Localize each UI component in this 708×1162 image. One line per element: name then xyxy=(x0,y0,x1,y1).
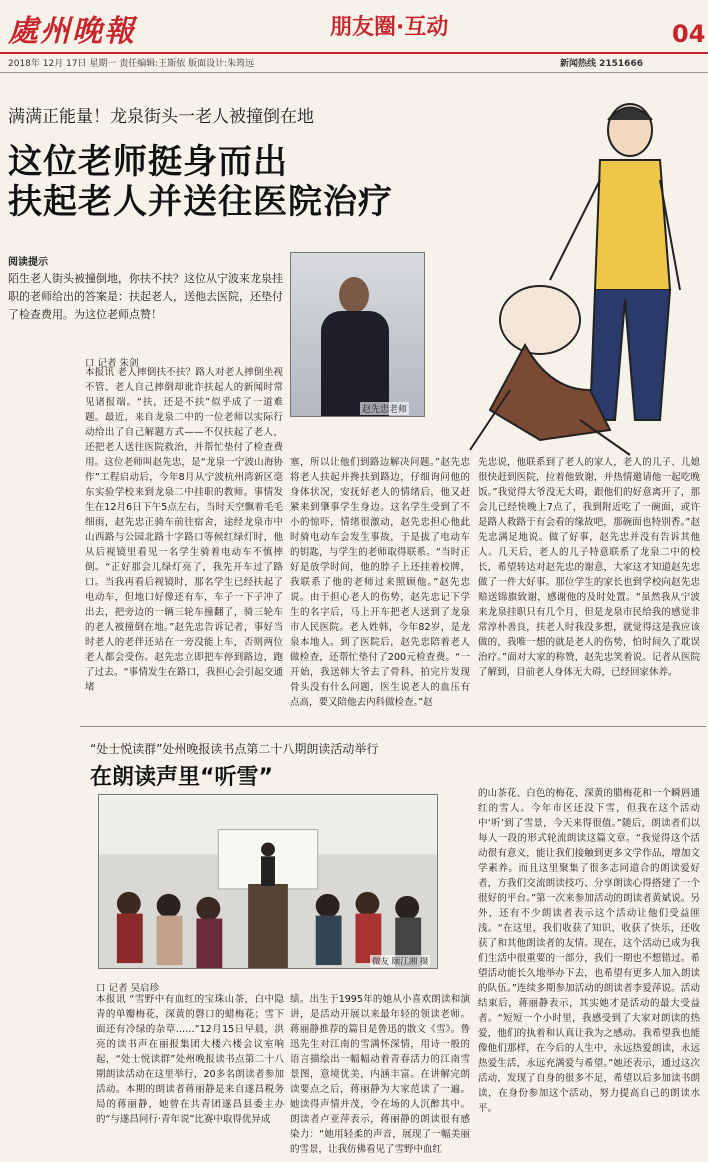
story1-kicker: 满满正能量！龙泉街头一老人被撞倒在地 xyxy=(8,107,314,127)
story1-summary: 陌生老人街头被撞倒地，你扶不扶？这位从宁波来龙泉挂职的老师给出的答案是：扶起老人，送他去医院，还垫付了检查费用。为这位老师点赞！ xyxy=(8,272,283,321)
teacher-photo xyxy=(290,252,425,417)
story1-column-2: 塞，所以让他们到路边解决问题。”赵先忠将老人扶起并搀扶到路边，仔细询问他的身体状况，安抚好老人的情绪后，他又赶紧来到肇事学生身边。这名学生受到了不小的惊吓，情绪很激动，赵先忠担心他此时骑电动车会发生事故，于是拔了电动车的钥匙，与学生的老师取得联系。“当时正好是放学时间，他的脖子上还挂着校牌，我联系了他的老师过来照顾他。”赵先忠说。由于担心老人的伤势，赵先忠记下学生的名字后，马上开车把老人送到了龙泉市人民医院。老人姓韩，今年82岁，是龙泉本地人。到了医院后，赵先忠陪着老人做检查，还帮忙垫付了200元检查费。“一开始，我送韩大爷去了骨科，拍完片发现骨头没有什么问题，医生说老人的血压有点高，要又陪他去内科做检查。”赵 xyxy=(290,457,470,708)
story1-column-1: 本报讯 老人摔倒扶不扶？路人对老人摔倒坐视不管、老人自己摔倒却讹诈扶起人的新闻时常见诸报端。“扶，还是不扶”似乎成了一道难题。最近，来自龙泉二中的一位老师以实际行动给出了自己解题方式——不仅扶起了老人，还把老人送往医院救治，并帮忙垫付了检查费用。这位老师叫赵先忠，是“龙泉一宁波山海协作”工程启动后，今年8月从宁波杭州湾新区毫东实验学校来到龙泉二中挂职的教师。事情发生在12月6日下午5点左右，当时天空飘着毛毛细雨，赵先忠正骑车前往宿舍，途经龙泉市中山西路与公园北路十字路口等候红绿灯时，他从后视镜里看见一名学生骑着电动车不慎摔倒。“正好那会儿绿灯亮了，我先开车过了路口。当我再看后视镜时，那名学生已经扶起了电动车，但地口好像还有车，车子一下子冲了出去，把旁边的一辆三轮车撞翻了，骑三轮车的老人被撞倒在地。”赵先忠告诉记者，事好当时老人的老伴还站在一旁没能上车，否则两位老人都会受伤。赵先忠立即把车停到路边，跑了过去。“事情发生在路口，我担心会引起交通堵 xyxy=(85,367,283,693)
page-number: 04 xyxy=(672,20,706,48)
teacher-head xyxy=(339,277,369,313)
story2-headline: 在朗读声里“听雪” xyxy=(90,765,273,790)
newspaper-logo: 處州晚報 xyxy=(8,14,136,49)
story-divider xyxy=(80,726,706,727)
story1-column-3: 先忠说，他联系到了老人的家人，老人的儿子、儿媳很快赶到医院，拉着他致谢，并热情邀请他一起吃晚饭。”我觉得大爷没无大碍，跟他们的好意离开了，那会儿已经快晚上7点了，我到附近吃了一碗面，或许是路人救路于有会看的缘故吧，那碗面也特别香。”赵先忠满足地说。做了好事，赵先忠并没有告诉其他人。几天后，老人的儿子特意联系了龙泉二中的校长，希望转达对赵先忠的谢意，大家这才知道赵先忠做了一件大好事。那位学生的家长也到学校向赵先忠赔送锦旗致谢，感谢他的及时处置。“虽然我从宁波来龙泉挂职只有几个月，但是龙泉市民给我的感觉非常淳朴善良，扶老人时我没多想，就觉得这是我应该做的，我唯一想的就是老人的伤势，怕时间久了耽误治疗。”面对大家的称赞，赵先忠笑着说。记者从医院了解到，目前老人身体无大碍，已经回家休养。 xyxy=(478,457,700,678)
issue-meta: 2018年 12月 17日 星期一 责任编辑:王斯依 版面设计:朱筠远 xyxy=(8,59,255,69)
story2-kicker: “处士悦读群”处州晚报读书点第二十八期朗读活动举行 xyxy=(90,742,379,756)
helping-elder-illustration xyxy=(430,90,708,470)
story1-headline-line1: 这位老师挺身而出 xyxy=(8,142,288,182)
teacher-photo-caption: 赵先忠老师 xyxy=(360,402,409,415)
story1-headline-line2: 扶起老人并送往医院治疗 xyxy=(8,182,393,222)
section-title: 朋友圈·互动 xyxy=(330,15,449,40)
story1-byline: 口 记者 朱剑 xyxy=(85,358,139,369)
summary-label: 阅读提示 xyxy=(8,257,48,268)
header-rule xyxy=(0,52,708,54)
reading-event-photo xyxy=(98,794,438,969)
reading-event-photo-caption: 微友 颐江湘 摄 xyxy=(372,957,429,967)
story2-column-2: 绩。出生于1995年的她从小喜欢朗读和演讲，是活动开展以来最年轻的领读老师。蒋丽静推荐的篇目是鲁迅的散文《雪》。鲁迅先生对江南的雪满怀深情，用诗一般的语言描绘出一幅幅动着青春活力的江南雪景图，意境优美，内涵丰富。在讲解完朗读要点之后，蒋丽静为大家范读了一遍。她读得声情并茂，令在场的人沉醉其中。朗读者卢亚萍表示，蒋丽静的朗读很有感染力：“她用轻柔的声音，展现了一幅美丽的雪景，让我仿佛看见了雪野中血红 xyxy=(290,994,470,1155)
news-hotline: 新闻热线 2151666 xyxy=(560,59,643,69)
story2-column-3: 的山茶花、白色的梅花、深黄的腊梅花和一个瞬唇通红的雪人。今年市区还没下雪，但我在这个活动中‘听’到了雪景，今天来得很值。”随后，朗读者们以每人一段的形式轮流朗读这篇文章。“我觉得这个活动很有意义，能让我们接触到更多文学作品，增加文学素养。而且这里聚集了很多志同道合的朗读爱好者，方我们交流朗读技巧、分享朗读心得搭建了一个很好的平台。”第一次来参加活动的朗读者黄斌说。另外，还有不少朗读者表示这个活动让他们受益匪浅。“在这里，我们收获了知识，收获了快乐，还收获了和其他朗读者的友情。现在，这个活动已成为我们生活中很重要的一部分，我们一期也不想错过。希望活动能长久地举办下去，也希望有更多人加入朗读的队伍。”连续多期参加活动的朗读者李爱萍说。活动结束后，蒋丽静表示，其实她才是活动的最大受益者。“短短一个小时里，我感受到了大家对朗读的热爱，他们的执着和认真让我为之感动。我希望我也能像他们那样，在今后的人生中，永远热爱朗读，永远热爱生活，永远充满爱与希望。”她还表示，通过这次活动，发现了自身的很多不足，希望以后多加读书朗读，在身份参加这个活动，努力提高自己的朗读水平。 xyxy=(478,788,700,1114)
story2-byline: 口 记者 吴启珍 xyxy=(96,983,160,994)
story2-column-1: 本报讯 “雪野中有血红的宝珠山茶，白中隐青的单瓣梅花，深黄的磬口的蜡梅花；雪下面还有冷绿的杂草……”12月15日早晨，洪亮的读书声在丽报集团大楼六楼会议室响起，“处士悦读群”处州晚报读书点第二十八期朗读活动在这里举行，20多名朗读者参加活动。本期的朗读者蒋丽静是来自遂昌税务局的蒋丽静，她曾在共青团遂昌县委主办的“与遂昌同行·青年说”比赛中取得优异成 xyxy=(96,994,284,1125)
meta-rule xyxy=(0,72,708,73)
